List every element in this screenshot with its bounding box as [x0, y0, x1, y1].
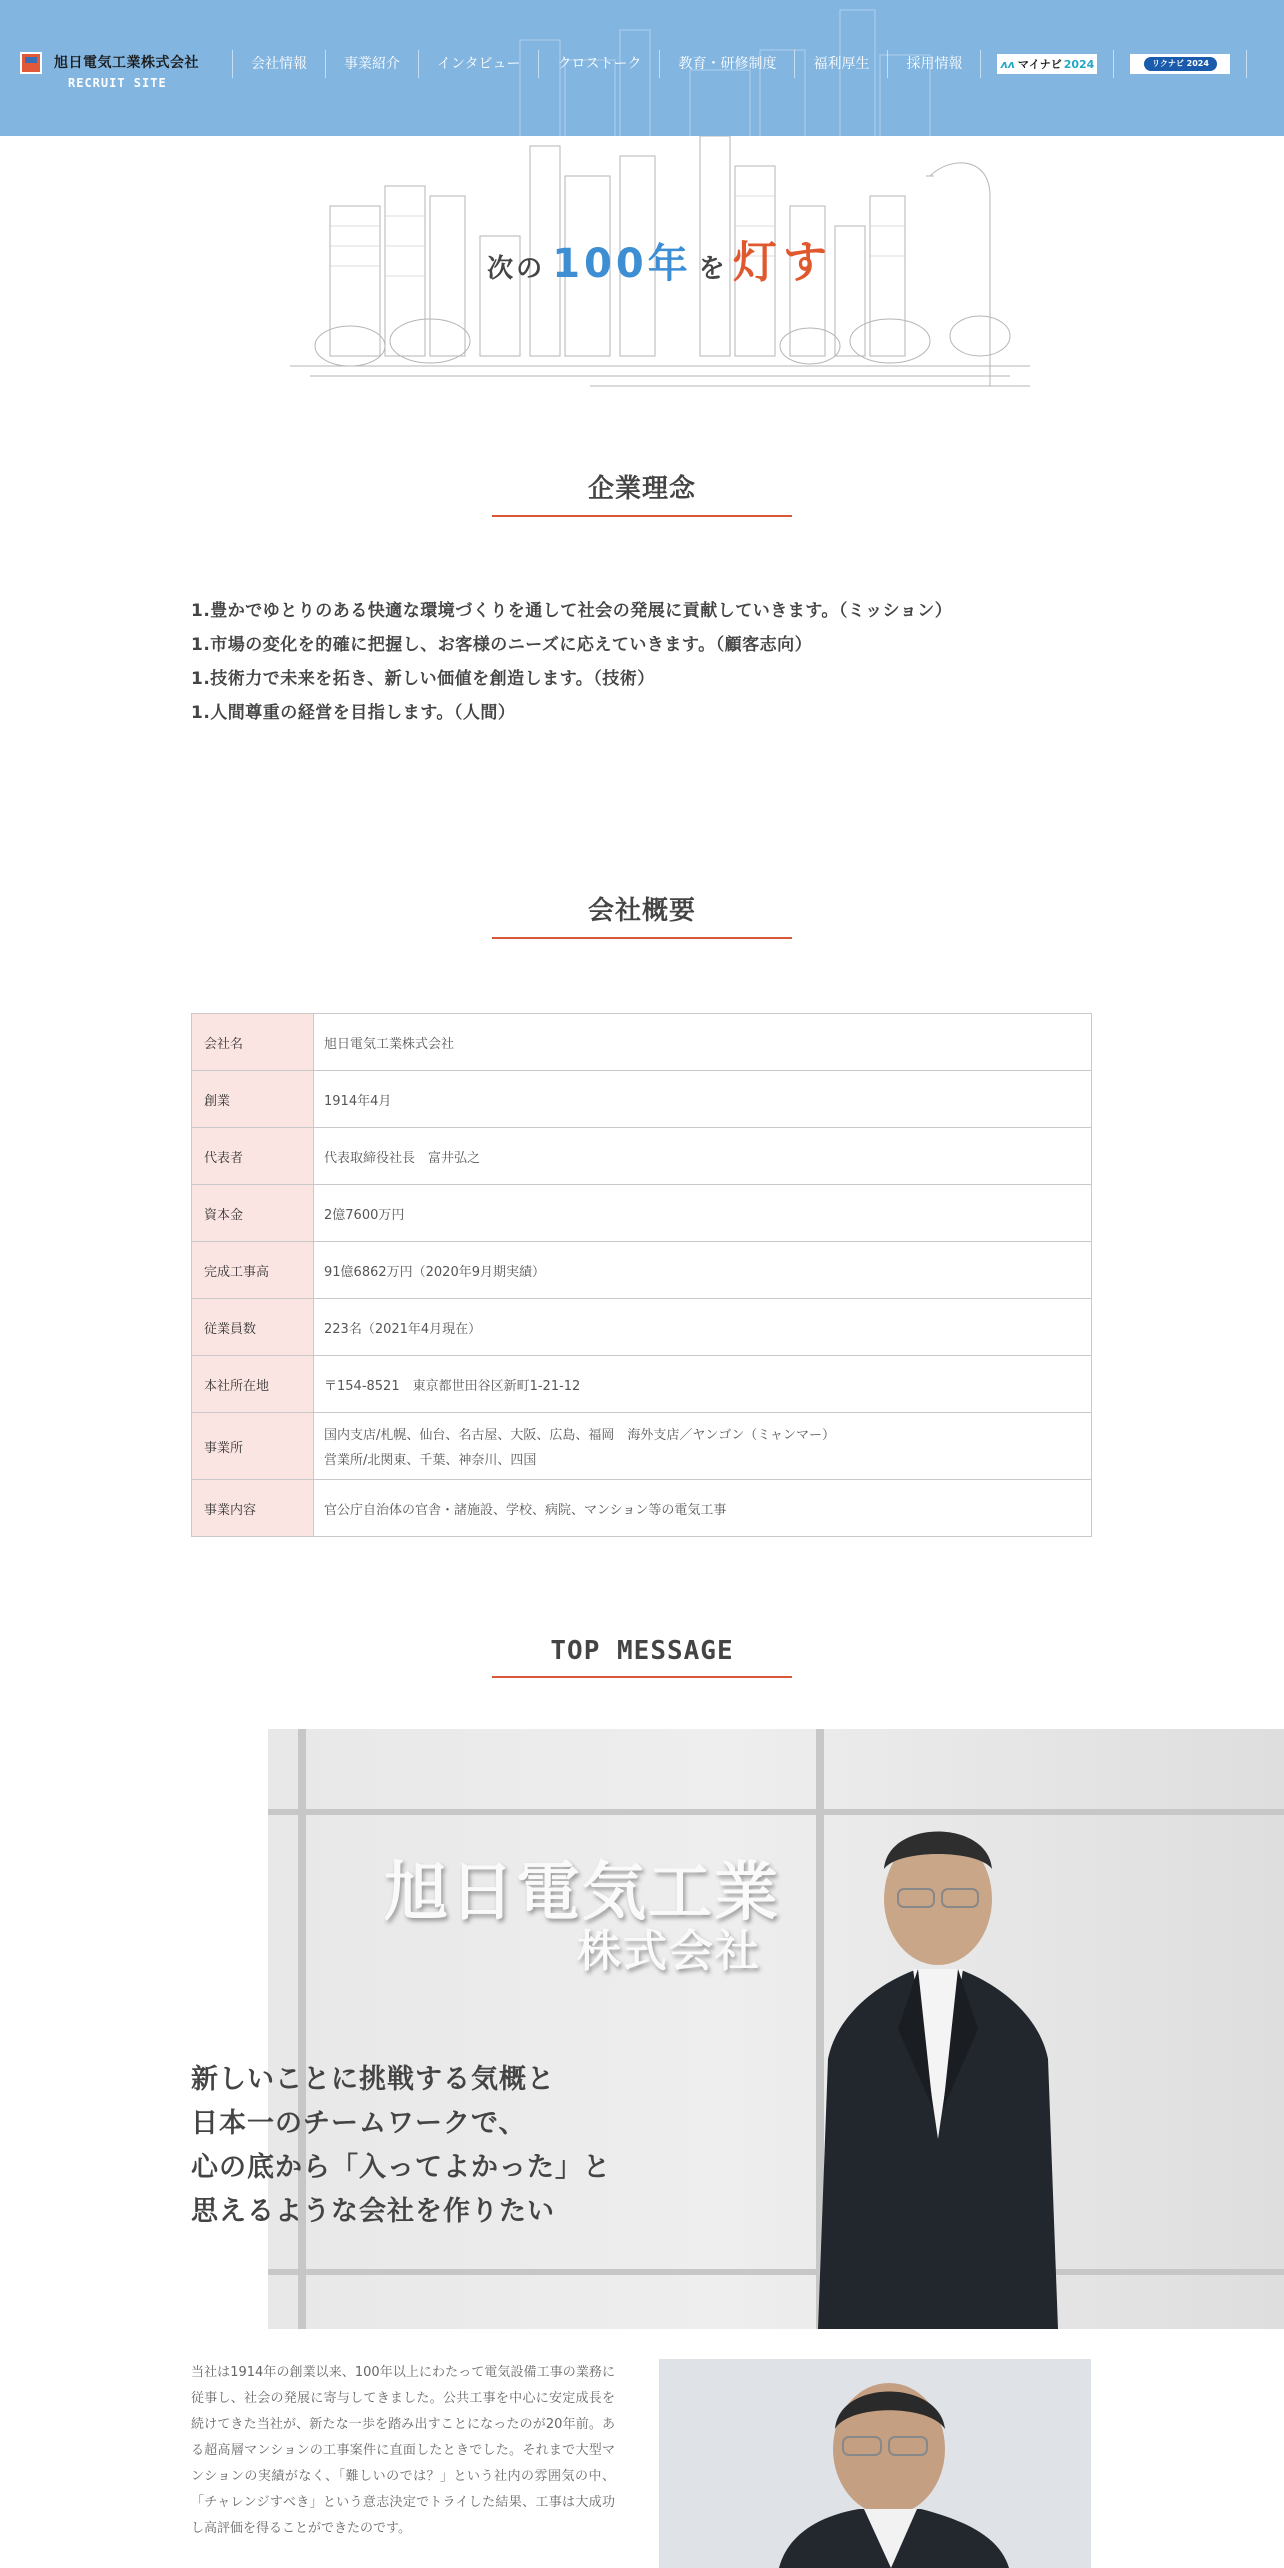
site-header [0, 0, 1284, 136]
table-row [192, 1242, 1092, 1299]
philosophy-item: 1.豊かでゆとりのある快適な環境づくりを通して社会の発展に貢献していきます。（ミッション） [191, 601, 953, 621]
row-label: 完成工事高 [192, 1242, 314, 1299]
mynavi-label: マイナビ [1017, 58, 1062, 71]
logo-company-name: 旭日電気工業株式会社 [54, 55, 199, 71]
heading-underline [492, 515, 792, 517]
heading-underline [492, 1676, 792, 1678]
nav-company-info[interactable]: 会社情報 [232, 50, 325, 78]
nav-cross-talk[interactable]: クロストーク [538, 50, 659, 78]
row-value: 旭日電気工業株式会社 [314, 1014, 1092, 1071]
hero-section [290, 136, 1030, 406]
nav-divider [1113, 50, 1114, 78]
president-photo [268, 1729, 1284, 2329]
row-label: 創業 [192, 1071, 314, 1128]
table-row [192, 1413, 1092, 1480]
table-row [192, 1185, 1092, 1242]
catch-line: 思えるような会社を作りたい [191, 2196, 555, 2227]
hero-title-emphasis: 灯す [732, 237, 833, 288]
global-nav [232, 50, 1247, 78]
row-label: 本社所在地 [192, 1356, 314, 1413]
philosophy-item: 1.技術力で未来を拓き、新しい価値を創造します。（技術） [191, 669, 655, 689]
hero-title [470, 226, 850, 290]
nav-training[interactable]: 教育・研修制度 [659, 50, 794, 78]
offices-domestic: 国内支店/札幌、仙台、名古屋、大阪、広島、福岡 海外支店／ヤンゴン（ミャンマー） [324, 1428, 835, 1443]
table-row [192, 1128, 1092, 1185]
row-label: 事業内容 [192, 1480, 314, 1537]
mynavi-2024-link[interactable] [997, 54, 1097, 74]
wall-sign-company: 旭日電気工業 [384, 1856, 780, 1930]
row-value: 代表取締役社長 富井弘之 [314, 1128, 1092, 1185]
mynavi-year: 2024 [1063, 57, 1095, 71]
row-label: 会社名 [192, 1014, 314, 1071]
hero-title-part1: 次の [487, 254, 546, 284]
row-label: 代表者 [192, 1128, 314, 1185]
hero-title-part2: を [698, 254, 728, 284]
row-value [314, 1413, 1092, 1480]
company-overview-table [191, 1013, 1092, 1537]
nav-business[interactable]: 事業紹介 [325, 50, 418, 78]
row-value: 223名（2021年4月現在） [314, 1299, 1092, 1356]
catch-line: 心の底から「入ってよかった」と [191, 2152, 611, 2183]
row-value: 91億6862万円（2020年9月期実績） [314, 1242, 1092, 1299]
top-message-body [191, 2360, 615, 2542]
rikunavi-2024-link[interactable] [1130, 54, 1230, 74]
philosophy-list [191, 594, 1091, 730]
row-label: 従業員数 [192, 1299, 314, 1356]
nav-divider [1246, 50, 1247, 78]
catch-line: 日本一のチームワークで、 [191, 2108, 527, 2139]
philosophy-item: 1.市場の変化を的確に把握し、お客様のニーズに応えていきます。（顧客志向） [191, 635, 813, 655]
wall-sign-suffix: 株式会社 [577, 1926, 761, 1977]
message-paragraph: 当社は1914年の創業以来、100年以上にわたって電気設備工事の業務に従事し、社会の発展に寄与してきました。公共工事を中心に安定成長を続けてきた当社が、新たな一歩を踏み出すことになったのが20年前。ある超高層マンションの工事案件に直面したときでした。それまで大型マンションの実績がなく、「難しいのでは？」という社内の雰囲気の中、「チャレンジすべき」という意志決定でトライした結果、工事は大成功し高評価を得ることができたのです。 [191, 2365, 615, 2536]
table-row [192, 1480, 1092, 1537]
rikunavi-label: リクナビ 2024 [1144, 57, 1217, 71]
nav-welfare[interactable]: 福利厚生 [794, 50, 887, 78]
mynavi-logo-icon: ʌʌ [1000, 57, 1015, 71]
top-message-heading [492, 1636, 792, 1678]
offices-sales: 営業所/北関東、千葉、神奈川、四国 [324, 1453, 537, 1468]
president-portrait [659, 2359, 1091, 2568]
row-value: 官公庁自治体の官舎・諸施設、学校、病院、マンション等の電気工事 [314, 1480, 1092, 1537]
nav-interview[interactable]: インタビュー [418, 50, 538, 78]
row-label: 事業所 [192, 1413, 314, 1480]
philosophy-heading [492, 468, 792, 517]
philosophy-title: 企業理念 [587, 474, 696, 504]
top-message-catchphrase [191, 2058, 611, 2234]
site-logo[interactable] [20, 52, 199, 90]
logo-recruit-site: RECRUIT SITE [68, 76, 167, 90]
table-row [192, 1014, 1092, 1071]
company-heading [492, 890, 792, 939]
hero-title-number: 100年 [552, 241, 692, 287]
top-message-title: TOP MESSAGE [550, 1636, 734, 1666]
table-row [192, 1299, 1092, 1356]
row-value: 1914年4月 [314, 1071, 1092, 1128]
philosophy-item: 1.人間尊重の経営を目指します。（人間） [191, 703, 516, 723]
company-title: 会社概要 [587, 896, 696, 926]
row-value: 2億7600万円 [314, 1185, 1092, 1242]
president-interview-photo [659, 2359, 1091, 2568]
nav-recruitment[interactable]: 採用情報 [887, 50, 981, 78]
logo-icon [20, 52, 42, 74]
heading-underline [492, 937, 792, 939]
president-figure [758, 1809, 1118, 2329]
row-label: 資本金 [192, 1185, 314, 1242]
catch-line: 新しいことに挑戦する気概と [191, 2064, 555, 2095]
table-row [192, 1356, 1092, 1413]
table-row [192, 1071, 1092, 1128]
row-value: 〒154-8521 東京都世田谷区新町1-21-12 [314, 1356, 1092, 1413]
